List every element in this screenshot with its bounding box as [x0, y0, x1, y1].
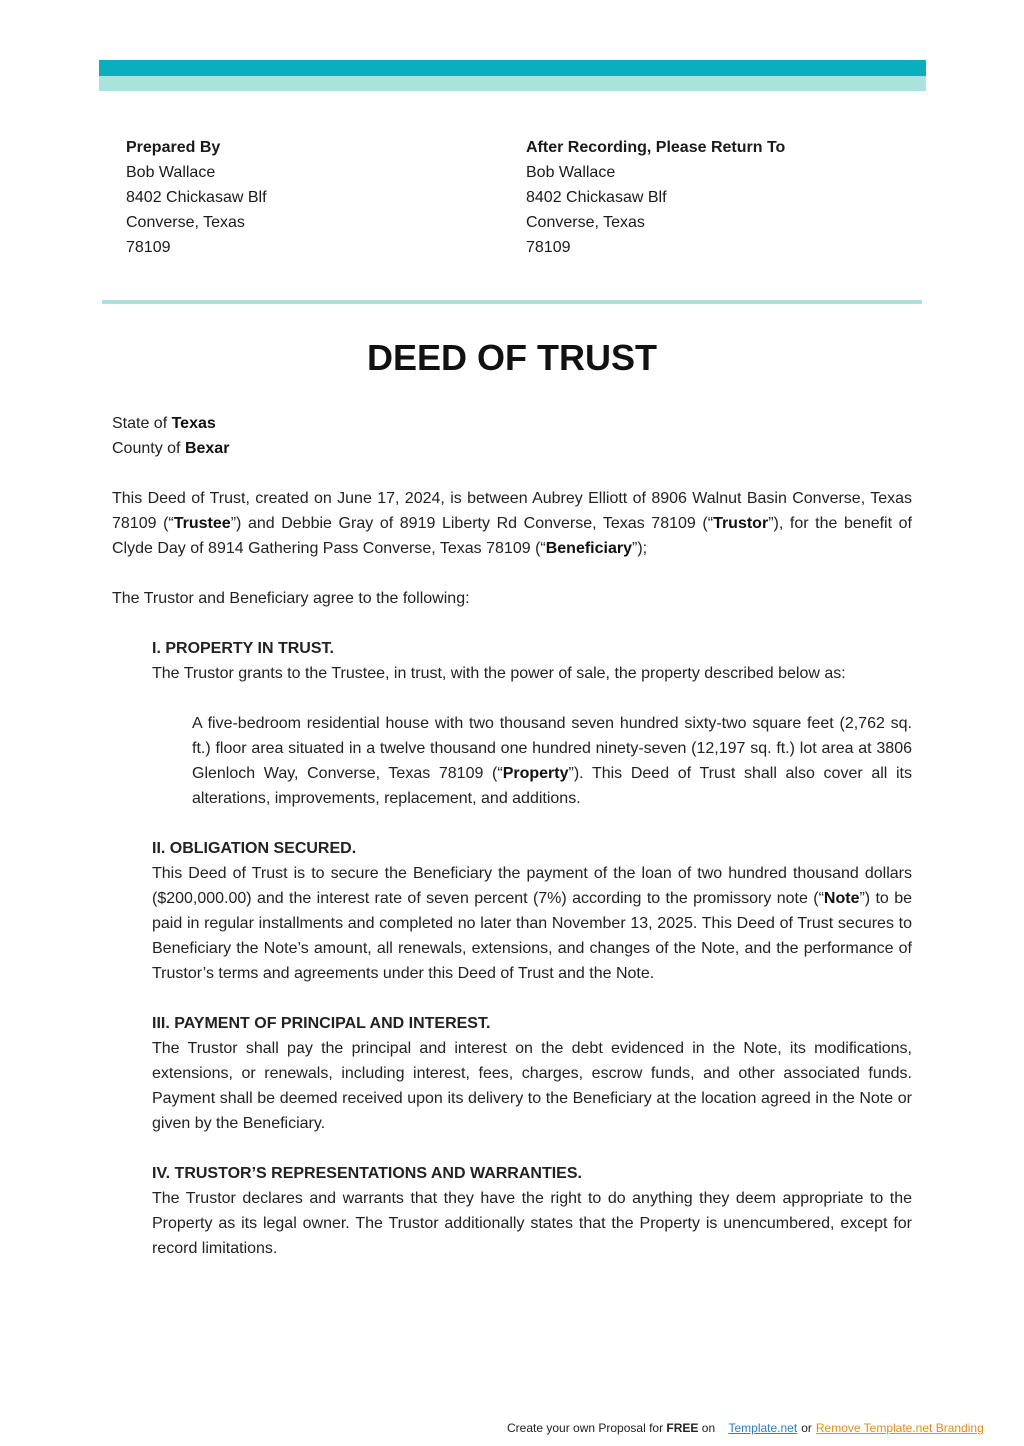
prepared-by-street: 8402 Chickasaw Blf: [126, 189, 267, 206]
section-4-body: The Trustor declares and warrants that they have the right to do anything they deem appropriate to the Property as its legal owner. The Trustor additionally states that the Property is unencumbered, except for record limitations.: [152, 1190, 912, 1257]
beneficiary-term: Beneficiary: [545, 540, 632, 557]
prepared-by-block: [126, 135, 267, 260]
trustee-term: Trustee: [173, 515, 231, 532]
property-description-text: [192, 711, 912, 811]
intro-text-1: This Deed of Trust, created on June 17, 2024, is between Aubrey Elliott of 8906 Walnut Basin Converse, Texas 78109 (“: [112, 490, 912, 532]
state-prefix: State of: [112, 415, 172, 432]
section-2-text-1: This Deed of Trust is to secure the Beneficiary the payment of the loan of two hundred thousand dollars ($200,000.00) and the interest rate of seven percent (7%) according to the promissory note (“: [152, 865, 912, 907]
section-obligation-secured: [152, 836, 912, 986]
agree-paragraph: The Trustor and Beneficiary agree to the following:: [112, 590, 470, 607]
prepared-by-city: Converse, Texas: [126, 214, 245, 231]
section-4-heading: IV. TRUSTOR’S REPRESENTATIONS AND WARRANTIES.: [152, 1165, 582, 1182]
section-2-body: [152, 861, 912, 986]
remove-branding-link[interactable]: Remove Template.net Branding: [815, 1421, 984, 1435]
state-value: Texas: [171, 415, 216, 432]
footer-text: Create your own Proposal for: [507, 1421, 667, 1435]
property-description: [192, 711, 912, 811]
intro-paragraph: [112, 486, 912, 561]
property-desc-text-1: A five-bedroom residential house with two thousand seven hundred sixty-two square feet (2,762 sq. ft.) floor area situated in a twelve thousand one hundred ninety-seven (12,197 sq. ft.) lot area at 3806 Glenloch Way, Converse, Texas 78109 (“: [192, 715, 912, 782]
return-to-label: After Recording, Please Return To: [526, 139, 786, 156]
county-value: Bexar: [184, 440, 230, 457]
document-title: DEED OF TRUST: [366, 337, 657, 378]
property-term: Property: [502, 765, 569, 782]
prepared-by-label: Prepared By: [126, 139, 221, 156]
section-property-in-trust: [152, 636, 912, 686]
trustor-term: Trustor: [713, 515, 769, 532]
intro-text-3: ”), for the benefit of Clyde Day of 8914 Gathering Pass Converse, Texas 78109 (“: [112, 515, 913, 557]
template-net-link[interactable]: Template.net: [728, 1421, 798, 1435]
section-3-body: The Trustor shall pay the principal and interest on the debt evidenced in the Note, its modifications, extensions, or renewals, including interest, fees, charges, escrow funds, and other associated funds. Payment shall be deemed received upon its delivery to the Beneficiary at the location agreed in the Note or given by the Beneficiary.: [152, 1040, 912, 1132]
section-2-text-2: ”) to be paid in regular installments and completed no later than November 13, 2025. This Deed of Trust secures to Beneficiary the Note’s amount, all renewals, extensions, and changes of the Note, and the performance of Trustor’s terms and agreements under this Deed of Trust and the Note.: [152, 890, 912, 982]
return-to-street: 8402 Chickasaw Blf: [526, 189, 667, 206]
return-to-name: Bob Wallace: [526, 164, 616, 181]
footer-free: FREE: [666, 1421, 699, 1435]
section-3-heading: III. PAYMENT OF PRINCIPAL AND INTEREST.: [152, 1015, 491, 1032]
intro-text-4: ”);: [631, 540, 648, 557]
footer-or: or: [801, 1421, 812, 1435]
county-line: [112, 436, 912, 461]
intro-text-2: ”) and Debbie Gray of 8919 Liberty Rd Converse, Texas 78109 (“: [230, 515, 714, 532]
return-to-block: [526, 135, 785, 260]
return-to-city: Converse, Texas: [526, 214, 645, 231]
branding-footer: [507, 1420, 984, 1436]
prepared-by-name: Bob Wallace: [126, 164, 216, 181]
return-to-zip: 78109: [526, 239, 571, 256]
property-desc-text-2: ”). This Deed of Trust shall also cover all its alterations, improvements, replacement, and additions.: [192, 765, 912, 807]
header-bar-teal: [99, 60, 926, 76]
prepared-by-zip: 78109: [126, 239, 171, 256]
section-1-heading: I. PROPERTY IN TRUST.: [152, 640, 334, 657]
header-bar-mint: [99, 76, 926, 91]
section-payment: [152, 1011, 912, 1136]
county-prefix: County of: [112, 440, 185, 457]
document-body: [112, 411, 912, 1261]
section-2-heading: II. OBLIGATION SECURED.: [152, 840, 357, 857]
footer-on: on: [698, 1421, 716, 1435]
note-term: Note: [823, 890, 860, 907]
section-representations: [152, 1161, 912, 1261]
section-divider: [102, 300, 922, 304]
section-1-body: The Trustor grants to the Trustee, in trust, with the power of sale, the property described below as:: [152, 665, 846, 682]
state-line: [112, 411, 912, 436]
